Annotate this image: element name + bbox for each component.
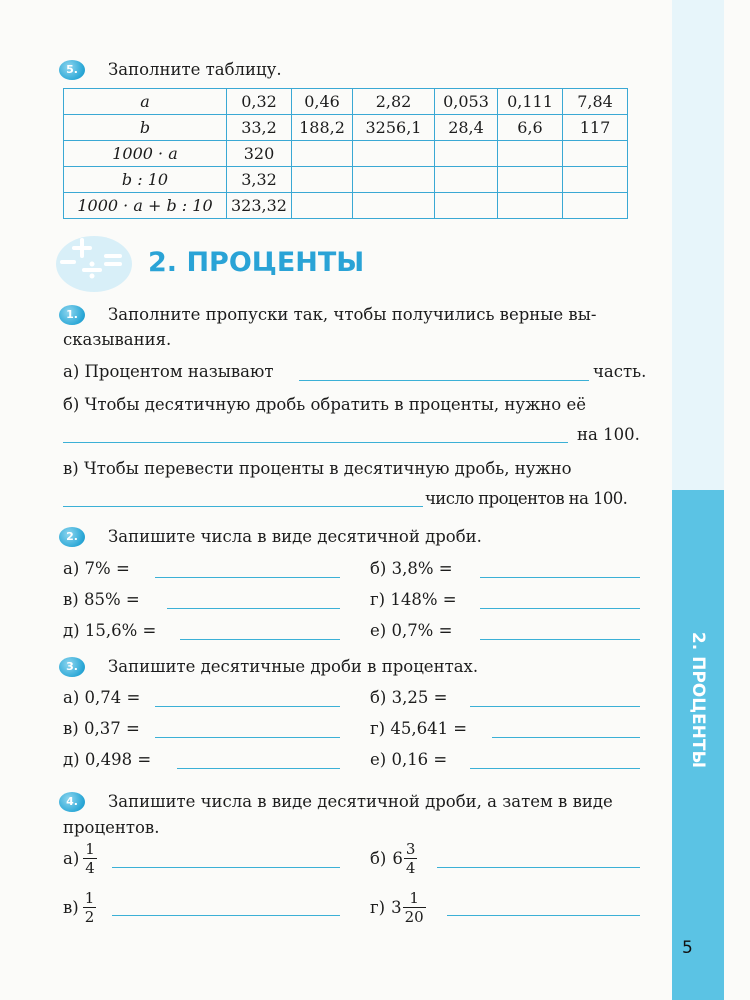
section-title: 2. ПРОЦЕНТЫ xyxy=(148,247,365,278)
task3-item-d: г) 45,641 = xyxy=(370,719,468,738)
task4-item-c xyxy=(63,887,96,927)
table-cell-blank[interactable] xyxy=(292,167,353,193)
task2-item-f: е) 0,7% = xyxy=(370,621,453,640)
task3-item-b: б) 3,25 = xyxy=(370,688,448,707)
table-header-cell: a xyxy=(64,89,227,115)
task1-line2: сказывания. xyxy=(63,330,172,349)
table-row xyxy=(64,193,628,219)
mixed-whole: 6 xyxy=(392,848,403,868)
task2-text: Запишите числа в виде десятичной дроби. xyxy=(108,527,482,546)
table-row xyxy=(64,115,628,141)
answer-line[interactable] xyxy=(480,577,640,578)
table-row xyxy=(64,167,628,193)
answer-line[interactable] xyxy=(180,639,340,640)
task3-item-e: д) 0,498 = xyxy=(63,750,152,769)
table-cell-blank[interactable] xyxy=(292,193,353,219)
task2-item-a: а) 7% = xyxy=(63,559,130,578)
task1-a-text: а) Процентом называют xyxy=(63,362,274,381)
task3-item-a: а) 0,74 = xyxy=(63,688,141,707)
table-cell-blank[interactable] xyxy=(292,141,353,167)
task3-item-c: в) 0,37 = xyxy=(63,719,140,738)
task1-line1: Заполните пропуски так, чтобы получились верные вы- xyxy=(108,305,597,324)
table-cell: 28,4 xyxy=(435,115,498,141)
math-signs-icon xyxy=(52,226,142,296)
table-cell-blank[interactable] xyxy=(353,167,435,193)
table-cell: 0,053 xyxy=(435,89,498,115)
table-cell-blank[interactable] xyxy=(563,141,628,167)
fraction-numerator: 3 xyxy=(405,839,416,858)
task4-badge: 4. xyxy=(59,792,85,812)
answer-line[interactable] xyxy=(155,577,340,578)
table-row xyxy=(64,89,628,115)
table-cell: 320 xyxy=(227,141,292,167)
answer-line[interactable] xyxy=(470,768,640,769)
answer-line[interactable] xyxy=(480,639,640,640)
table-cell: 3256,1 xyxy=(353,115,435,141)
table-header-cell: b xyxy=(64,115,227,141)
answer-line[interactable] xyxy=(480,608,640,609)
fraction-denominator: 2 xyxy=(84,907,95,926)
item-label: а) xyxy=(63,848,80,868)
task5-badge: 5. xyxy=(59,60,85,80)
table-cell-blank[interactable] xyxy=(563,167,628,193)
table-header-cell: 1000 · a + b : 10 xyxy=(64,193,227,219)
fraction-denominator: 20 xyxy=(404,907,424,926)
table-cell: 0,111 xyxy=(498,89,563,115)
page-number: 5 xyxy=(682,938,693,958)
task2-item-b: б) 3,8% = xyxy=(370,559,453,578)
chapter-tab-label: 2. ПРОЦЕНТЫ xyxy=(688,631,708,769)
task2-item-c: в) 85% = xyxy=(63,590,140,609)
fraction-numerator: 1 xyxy=(84,888,95,907)
table-cell: 323,32 xyxy=(227,193,292,219)
table-cell-blank[interactable] xyxy=(435,193,498,219)
table-cell-blank[interactable] xyxy=(435,141,498,167)
task2-item-d: г) 148% = xyxy=(370,590,457,609)
fraction xyxy=(404,840,418,877)
fraction xyxy=(83,840,97,877)
table-cell-blank[interactable] xyxy=(498,141,563,167)
answer-line[interactable] xyxy=(177,768,340,769)
task3-item-f: е) 0,16 = xyxy=(370,750,448,769)
mixed-whole: 3 xyxy=(391,897,402,917)
task3-text: Запишите десятичные дроби в процентах. xyxy=(108,657,479,676)
table-cell: 3,32 xyxy=(227,167,292,193)
table-cell: 0,32 xyxy=(227,89,292,115)
fraction-numerator: 1 xyxy=(85,839,95,858)
answer-line[interactable] xyxy=(492,737,640,738)
task1-c-text: в) Чтобы перевести проценты в десятичную дробь, нужно xyxy=(63,459,572,478)
table-cell-blank[interactable] xyxy=(563,193,628,219)
answer-line[interactable] xyxy=(155,737,340,738)
table-cell-blank[interactable] xyxy=(498,193,563,219)
table-cell-blank[interactable] xyxy=(353,141,435,167)
task5-table xyxy=(63,88,628,219)
task1-a-end: часть. xyxy=(593,362,647,381)
task4-line2: процентов. xyxy=(63,818,160,837)
table-cell: 2,82 xyxy=(353,89,435,115)
task4-item-d xyxy=(370,887,426,927)
fraction xyxy=(83,889,97,926)
answer-line[interactable] xyxy=(167,608,340,609)
chapter-sidebar xyxy=(672,0,724,1000)
item-label: в) xyxy=(63,897,79,917)
task4-item-a xyxy=(63,838,97,878)
task2-badge: 2. xyxy=(59,527,85,547)
answer-line[interactable] xyxy=(63,506,423,507)
fraction-denominator: 4 xyxy=(405,858,416,877)
task2-item-e: д) 15,6% = xyxy=(63,621,157,640)
task1-badge: 1. xyxy=(59,305,85,325)
table-cell: 7,84 xyxy=(563,89,628,115)
task1-c-end: число процентов на 100. xyxy=(425,489,628,508)
table-cell: 117 xyxy=(563,115,628,141)
table-cell-blank[interactable] xyxy=(435,167,498,193)
answer-line[interactable] xyxy=(112,915,340,916)
answer-line[interactable] xyxy=(112,867,340,868)
table-cell-blank[interactable] xyxy=(498,167,563,193)
task5-text: Заполните таблицу. xyxy=(108,60,282,79)
task1-b-end: на 100. xyxy=(577,425,640,444)
task3-badge: 3. xyxy=(59,657,85,677)
table-cell: 6,6 xyxy=(498,115,563,141)
table-header-cell: b : 10 xyxy=(64,167,227,193)
task4-item-b xyxy=(370,838,417,878)
item-label: г) xyxy=(370,897,386,917)
table-cell: 33,2 xyxy=(227,115,292,141)
table-cell-blank[interactable] xyxy=(353,193,435,219)
answer-line[interactable] xyxy=(447,915,640,916)
fraction xyxy=(403,889,426,926)
table-row xyxy=(64,141,628,167)
answer-line[interactable] xyxy=(470,706,640,707)
task4-line1: Запишите числа в виде десятичной дроби, а затем в виде xyxy=(108,792,613,811)
answer-line[interactable] xyxy=(63,442,568,443)
table-cell: 188,2 xyxy=(292,115,353,141)
answer-line[interactable] xyxy=(155,706,340,707)
item-label: б) xyxy=(370,848,387,868)
table-header-cell: 1000 · a xyxy=(64,141,227,167)
table-cell: 0,46 xyxy=(292,89,353,115)
fraction-numerator: 1 xyxy=(403,889,426,908)
fraction-denominator: 4 xyxy=(85,858,95,877)
answer-line[interactable] xyxy=(437,867,640,868)
answer-line[interactable] xyxy=(299,380,589,381)
task1-b-text: б) Чтобы десятичную дробь обратить в проценты, нужно её xyxy=(63,395,586,414)
